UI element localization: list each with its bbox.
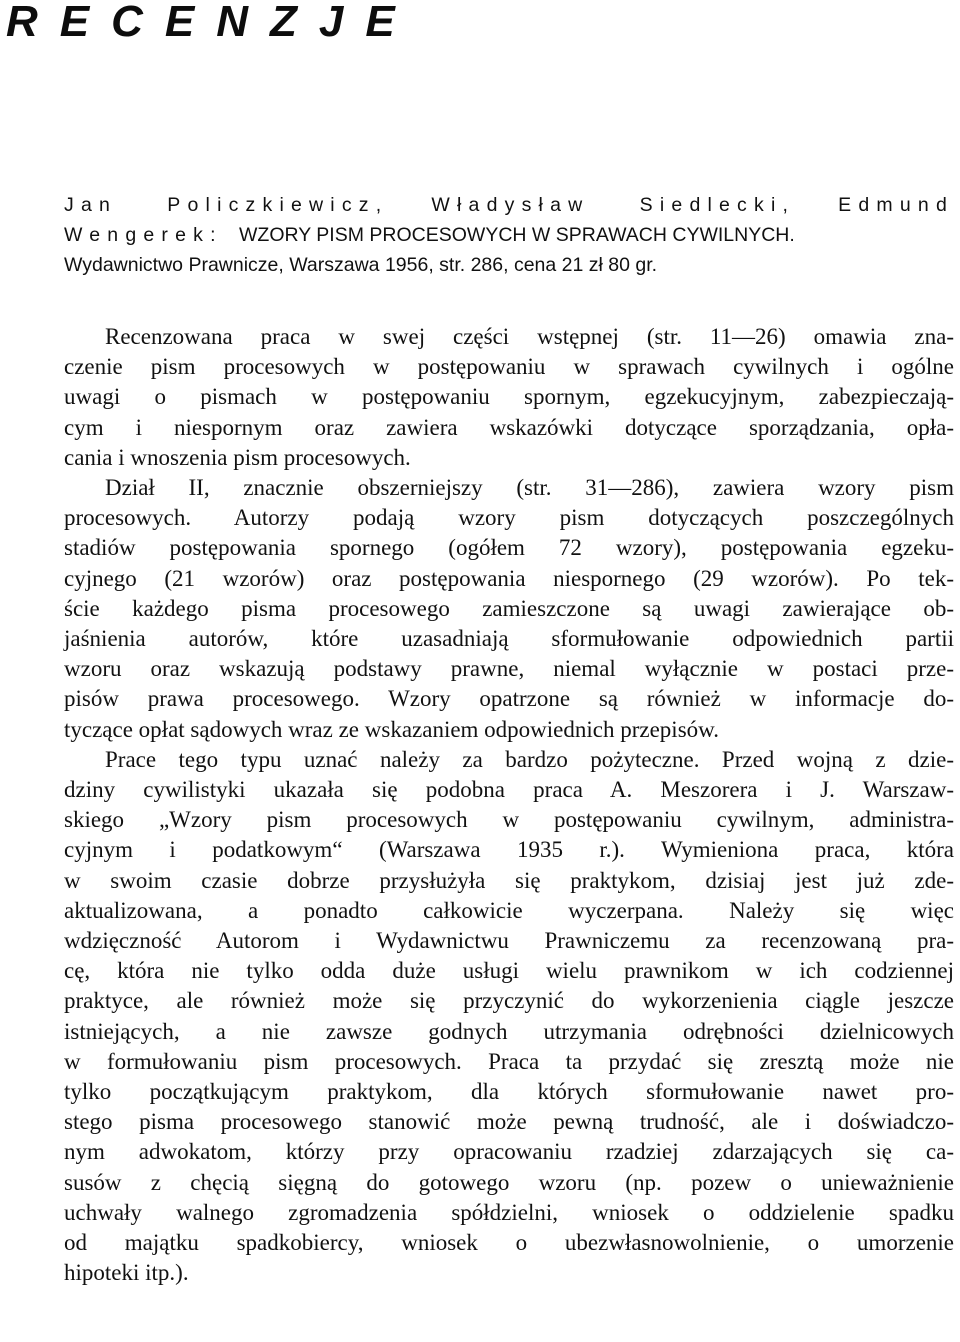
text-line: istniejących, a nie zawsze godnych utrzymania odrębności dzielnicowych xyxy=(64,1018,954,1044)
text-line: cym i niespornym oraz zawiera wskazówki dotyczące sporządzania, opła- xyxy=(64,414,954,440)
paragraph xyxy=(64,473,954,745)
text-line: Recenzowana praca w swej części wstępnej (str. 11—26) omawia zna- xyxy=(105,324,954,349)
book-citation xyxy=(64,190,954,280)
text-line: cyjnym i podatkowym“ (Warszawa 1935 r.). Wymieniona praca, która xyxy=(64,837,954,863)
text-line: wzoru oraz wskazują podstawy prawne, niemal wyłącznie w postaci prze- xyxy=(64,656,954,682)
text-line: stadiów postępowania spornego (ogółem 72 wzory), postępowania egzeku- xyxy=(64,535,954,561)
text-line: czenie pism procesowych w postępowaniu w sprawach cywilnych i ogólne xyxy=(64,354,954,380)
text-line: uwagi o pismach w postępowaniu spornym, egzekucyjnym, zabezpieczają- xyxy=(64,384,954,410)
text-line: dziny cywilistyki ukazała się podobna praca A. Meszorera i J. Warszaw- xyxy=(64,777,954,803)
text-line: skiego „Wzory pism procesowych w postępowaniu cywilnym, administra- xyxy=(64,807,954,833)
text-line: od majątku spadkobiercy, wniosek o ubezwłasnowolnienie, o umorzenie xyxy=(64,1230,954,1256)
author-name: Wengerek: xyxy=(64,224,223,246)
text-line: nym adwokatom, którzy przy opracowaniu rzadziej zdarzających się ca- xyxy=(64,1139,954,1165)
paragraph xyxy=(64,745,954,1289)
citation-line-2 xyxy=(64,220,954,250)
text-line: Prace tego typu uznać należy za bardzo pożyteczne. Przed wojną z dzie- xyxy=(105,746,954,772)
book-title: WZORY PISM PROCESOWYCH W SPRAWACH CYWILNYCH. xyxy=(239,224,795,246)
author-name: Jan Policzkiewicz, xyxy=(64,194,389,216)
text-line: cyjnego (21 wzorów) oraz postępowania niespornego (29 wzorów). Po tek- xyxy=(64,565,954,591)
text-line: w swoim czasie dobrze przysłużyła się praktykom, dzisiaj jest już zde- xyxy=(64,867,954,893)
text-line: cę, która nie tylko odda duże usługi wielu prawnikom w ich codziennej xyxy=(64,958,954,984)
text-line: jaśnienia autorów, które uzasadniają sformułowanie odpowiednich partii xyxy=(64,626,954,652)
text-line: stego pisma procesowego stanowić może pewną trudność, ale i doświadczo- xyxy=(64,1109,954,1135)
text-line: susów z chęcią sięgną do gotowego wzoru (np. pozew o unieważnienie xyxy=(64,1169,954,1195)
text-line: cania i wnoszenia pism procesowych. xyxy=(64,444,411,470)
text-line: Dział II, znacznie obszerniejszy (str. 31—286), zawiera wzory pism xyxy=(105,475,954,501)
text-line: tylko początkującym praktykom, dla których sformułowanie nawet pro- xyxy=(64,1079,954,1105)
text-line: praktyce, ale również może się przyczynić do wykorzenienia ciągle jeszcze xyxy=(64,988,954,1014)
text-line: pisów prawa procesowego. Wzory opatrzone są również w informacje do- xyxy=(64,686,954,712)
page-title: RECENZJE xyxy=(6,0,417,46)
text-line: wdzięczność Autorom i Wydawnictwu Prawniczemu za recenzowaną pra- xyxy=(64,928,954,954)
author-name: Władysław Siedlecki, xyxy=(431,194,796,216)
text-line: procesowych. Autorzy podają wzory pism dotyczących poszczególnych xyxy=(64,505,954,531)
citation-line-1 xyxy=(64,190,954,220)
text-line: aktualizowana, a ponadto całkowicie wyczerpana. Należy się więc xyxy=(64,897,954,923)
text-line: w formułowaniu pism procesowych. Praca ta przydać się zresztą może nie xyxy=(64,1048,954,1074)
text-line: hipoteki itp.). xyxy=(64,1260,189,1286)
text-line: tyczące opłat sądowych wraz ze wskazaniem odpowiednich przepisów. xyxy=(64,716,720,742)
review-body xyxy=(64,322,954,1289)
publisher-info: Wydawnictwo Prawnicze, Warszawa 1956, str. 286, cena 21 zł 80 gr. xyxy=(64,254,658,276)
author-name: Edmund xyxy=(838,194,955,216)
paragraph xyxy=(64,322,954,473)
text-line: ście każdego pisma procesowego zamieszczone są uwagi zawierające ob- xyxy=(64,595,954,621)
text-line: uchwały walnego zgromadzenia spółdzielni, wniosek o oddzielenie spadku xyxy=(64,1199,954,1225)
